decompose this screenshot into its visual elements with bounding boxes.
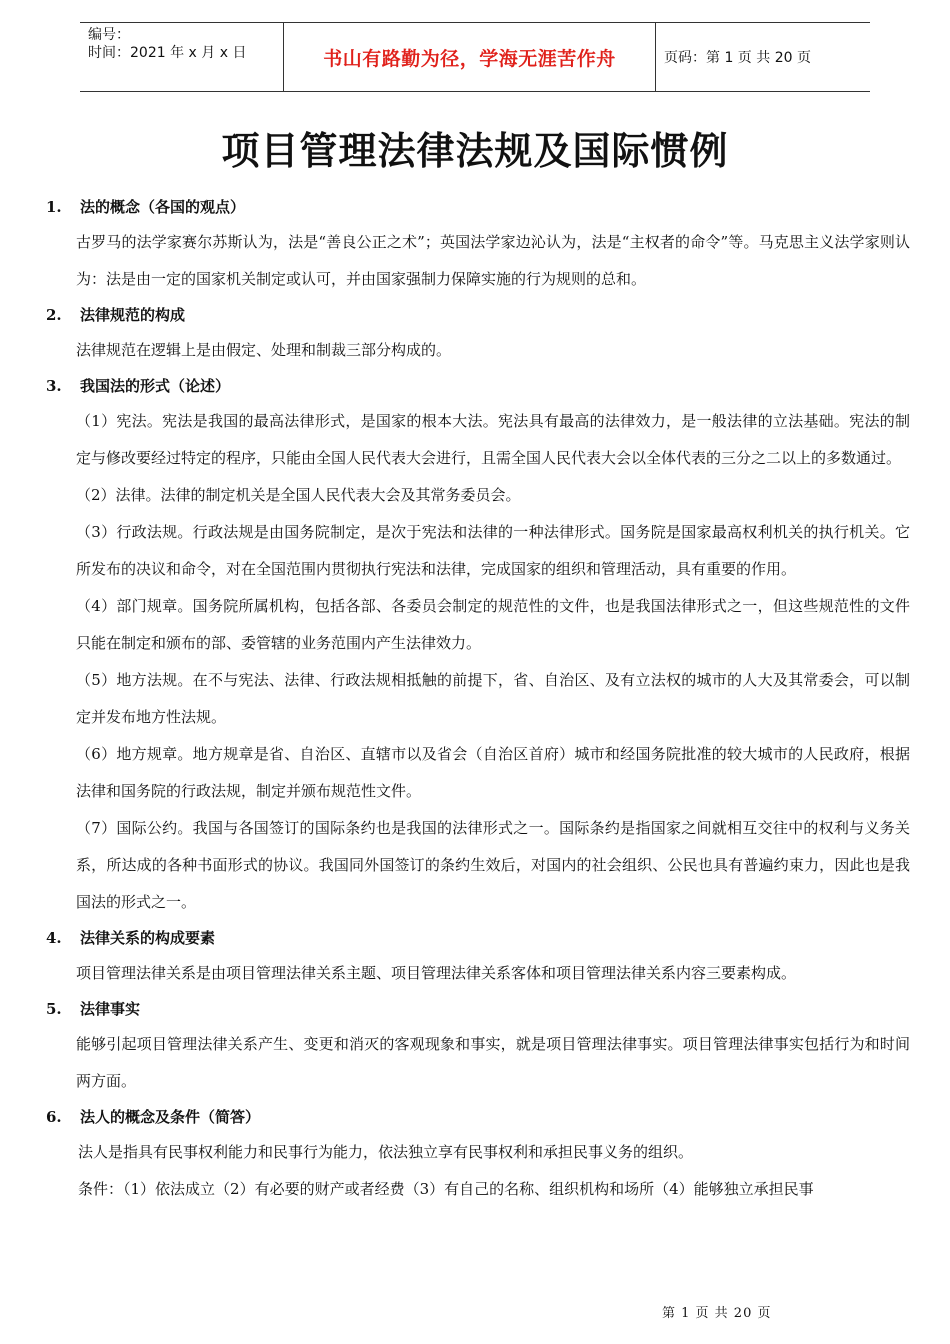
header-meta	[80, 23, 283, 91]
page-footer: 第 1 页 共 20 页	[662, 1306, 772, 1321]
section-heading	[40, 1100, 910, 1134]
section-number: 6.	[46, 1108, 62, 1126]
section-paragraph: 项目管理法律关系是由项目管理法律关系主题、项目管理法律关系客体和项目管理法律关系内容三要素构成。	[76, 964, 797, 982]
section-title: 我国法的形式（论述）	[80, 377, 231, 395]
document-body	[40, 190, 910, 1208]
section-paragraph: （7）国际公约。我国与各国签订的国际条约也是我国的法律形式之一。国际条约是指国家之间就相互交往中的权利与义务关系，所达成的各种书面形式的协议。我国同外国签订的条约生效后，对国内的社会组织、公民也具有普遍约束力，因此也是我国法的形式之一。	[76, 819, 910, 911]
section-paragraph: （2）法律。法律的制定机关是全国人民代表大会及其常务委员会。	[76, 486, 521, 504]
section-title: 法律关系的构成要素	[80, 929, 216, 947]
section-title: 法人的概念及条件（简答）	[80, 1108, 261, 1126]
document-header	[80, 22, 870, 92]
section-heading	[40, 921, 910, 955]
section-paragraph: 法律规范在逻辑上是由假定、处理和制裁三部分构成的。	[76, 341, 452, 359]
section-paragraph: （5）地方法规。在不与宪法、法律、行政法规相抵触的前提下，省、自治区、及有立法权的城市的人大及其常委会，可以制定并发布地方性法规。	[76, 671, 910, 726]
header-page-info: 页码：第 1 页 共 20 页	[664, 50, 811, 66]
document-number-label: 编号：	[88, 27, 130, 43]
section-paragraph: 法人是指具有民事权利能力和民事行为能力，依法独立享有民事权利和承担民事义务的组织。	[78, 1143, 694, 1161]
section-number: 1.	[46, 198, 62, 216]
section-heading	[40, 190, 910, 224]
header-motto: 书山有路勤为径，学海无涯苦作舟	[283, 23, 656, 91]
section-paragraph: （1）宪法。宪法是我国的最高法律形式，是国家的根本大法。宪法具有最高的法律效力，是一般法律的立法基础。宪法的制定与修改要经过特定的程序，只能由全国人民代表大会进行，且需全国人民代表大会以全体代表的三分之二以上的多数通过。	[76, 412, 910, 467]
document-time-label: 时间：2021 年 x 月 x 日	[88, 45, 247, 61]
section-heading	[40, 369, 910, 403]
section-title: 法的概念（各国的观点）	[80, 198, 246, 216]
section-paragraph: 古罗马的法学家赛尔苏斯认为，法是“善良公正之术”；英国法学家边沁认为，法是“主权者的命令”等。马克思主义法学家则认为：法是由一定的国家机关制定或认可，并由国家强制力保障实施的行为规则的总和。	[76, 233, 910, 288]
section-number: 4.	[46, 929, 62, 947]
section-paragraph: （6）地方规章。地方规章是省、自治区、直辖市以及省会（自治区首府）城市和经国务院批准的较大城市的人民政府，根据法律和国务院的行政法规，制定并颁布规范性文件。	[76, 745, 910, 800]
section-heading	[40, 992, 910, 1026]
section-paragraph: 条件：（1）依法成立（2）有必要的财产或者经费（3）有自己的名称、组织机构和场所（4）能够独立承担民事	[78, 1180, 814, 1198]
section-number: 2.	[46, 306, 62, 324]
section-paragraph: 能够引起项目管理法律关系产生、变更和消灭的客观现象和事实，就是项目管理法律事实。项目管理法律事实包括行为和时间两方面。	[76, 1035, 910, 1090]
section-paragraph: （3）行政法规。行政法规是由国务院制定，是次于宪法和法律的一种法律形式。国务院是国家最高权利机关的执行机关。它所发布的决议和命令，对在全国范围内贯彻执行宪法和法律，完成国家的组织和管理活动，具有重要的作用。	[76, 523, 910, 578]
section-number: 3.	[46, 377, 62, 395]
section-heading	[40, 298, 910, 332]
section-title: 法律规范的构成	[80, 306, 186, 324]
section-paragraph: （4）部门规章。国务院所属机构，包括各部、各委员会制定的规范性的文件，也是我国法律形式之一，但这些规范性的文件只能在制定和颁布的部、委管辖的业务范围内产生法律效力。	[76, 597, 910, 652]
section-number: 5.	[46, 1000, 62, 1018]
document-title: 项目管理法律法规及国际惯例	[221, 128, 729, 173]
section-title: 法律事实	[80, 1000, 141, 1018]
